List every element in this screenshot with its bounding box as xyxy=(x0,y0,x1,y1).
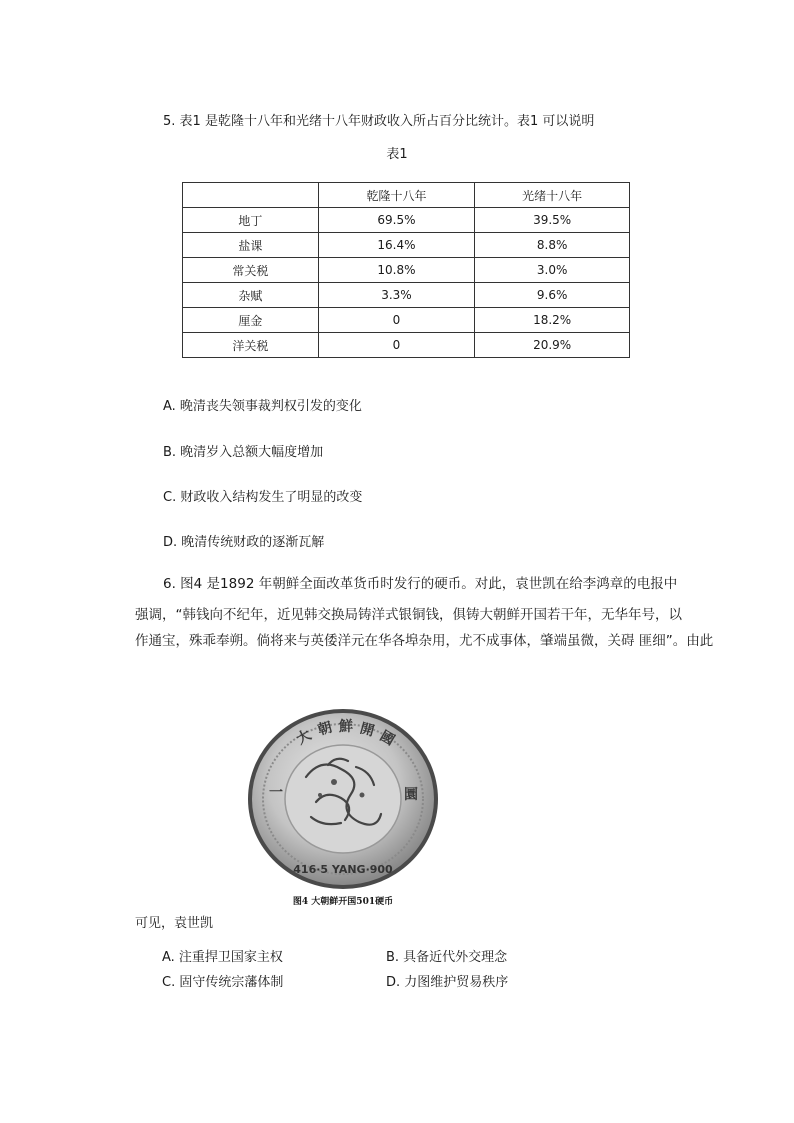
svg-text:大: 大 xyxy=(293,727,315,748)
q5-stem: 5. 表1 是乾隆十八年和光绪十八年财政收入所占百分比统计。表1 可以说明 xyxy=(163,114,595,129)
table-cell: 0 xyxy=(318,333,475,358)
table-cell: 39.5% xyxy=(475,208,630,233)
q5-option-b[interactable]: B. 晚清岁入总额大幅度增加 xyxy=(163,445,324,460)
table-cell: 0 xyxy=(318,308,475,333)
q6-option-a[interactable]: A. 注重捍卫国家主权 xyxy=(162,950,283,965)
table-row xyxy=(183,233,630,258)
table-cell: 18.2% xyxy=(475,308,630,333)
table-cell: 16.4% xyxy=(318,233,475,258)
svg-text:朝: 朝 xyxy=(316,719,334,739)
q6-option-d[interactable]: D. 力图维护贸易秩序 xyxy=(386,975,509,990)
q6-stem-line: 作通宝，殊乖奉朔。倘将来与英倭洋元在华各埠杂用，尤不成事体，肇端虽微，关碍 匪细”。由此 xyxy=(135,633,714,649)
q6-stem-line: 6. 图4 是1892 年朝鲜全面改革货币时发行的硬币。对此，袁世凯在给李鸿章的电报中 xyxy=(163,576,678,592)
table-cell: 69.5% xyxy=(318,208,475,233)
q6-conclusion: 可见，袁世凯 xyxy=(135,916,214,931)
coin-image xyxy=(246,707,440,892)
q5-option-a[interactable]: A. 晚清丧失领事裁判权引发的变化 xyxy=(163,399,362,414)
table-cell: 3.3% xyxy=(318,283,475,308)
coin-denomination: 416·5 YANG·900 xyxy=(293,863,393,876)
q5-option-c[interactable]: C. 财政收入结构发生了明显的改变 xyxy=(163,490,363,505)
q5-option-d[interactable]: D. 晚清传统财政的逐渐瓦解 xyxy=(163,535,325,550)
table-cell: 地丁 xyxy=(183,208,319,233)
table-cell: 20.9% xyxy=(475,333,630,358)
table-cell: 常关税 xyxy=(183,258,319,283)
table-cell: 9.6% xyxy=(475,283,630,308)
table-header-cell xyxy=(183,183,319,208)
table-cell: 杂赋 xyxy=(183,283,319,308)
q6-stem-line: 强调，“韩钱向不纪年，近见韩交换局铸洋式银铜钱，俱铸大朝鲜开国若干年，无华年号，以 xyxy=(135,607,682,623)
table-cell: 盐课 xyxy=(183,233,319,258)
table-cell: 洋关税 xyxy=(183,333,319,358)
table-row xyxy=(183,308,630,333)
q6-option-b[interactable]: B. 具备近代外交理念 xyxy=(386,950,508,965)
table-header-cell: 乾隆十八年 xyxy=(318,183,475,208)
revenue-table xyxy=(182,182,630,358)
table-row xyxy=(183,333,630,358)
table-row xyxy=(183,283,630,308)
svg-text:圜: 圜 xyxy=(404,787,418,803)
table-cell: 8.8% xyxy=(475,233,630,258)
table-cell: 厘金 xyxy=(183,308,319,333)
figure-caption: 图4 大朝鲜开国501硬币 xyxy=(292,897,394,907)
table-row xyxy=(183,208,630,233)
svg-text:鮮: 鮮 xyxy=(339,719,353,735)
table-header-row xyxy=(183,183,630,208)
table-header-cell: 光绪十八年 xyxy=(475,183,630,208)
table-row xyxy=(183,258,630,283)
q6-option-c[interactable]: C. 固守传统宗藩体制 xyxy=(162,975,284,990)
table-cell: 3.0% xyxy=(475,258,630,283)
svg-text:開: 開 xyxy=(358,720,376,740)
coin-figure xyxy=(246,707,440,892)
table-caption: 表1 xyxy=(386,147,408,162)
svg-text:一: 一 xyxy=(269,785,283,801)
svg-text:國: 國 xyxy=(376,728,398,749)
table-cell: 10.8% xyxy=(318,258,475,283)
